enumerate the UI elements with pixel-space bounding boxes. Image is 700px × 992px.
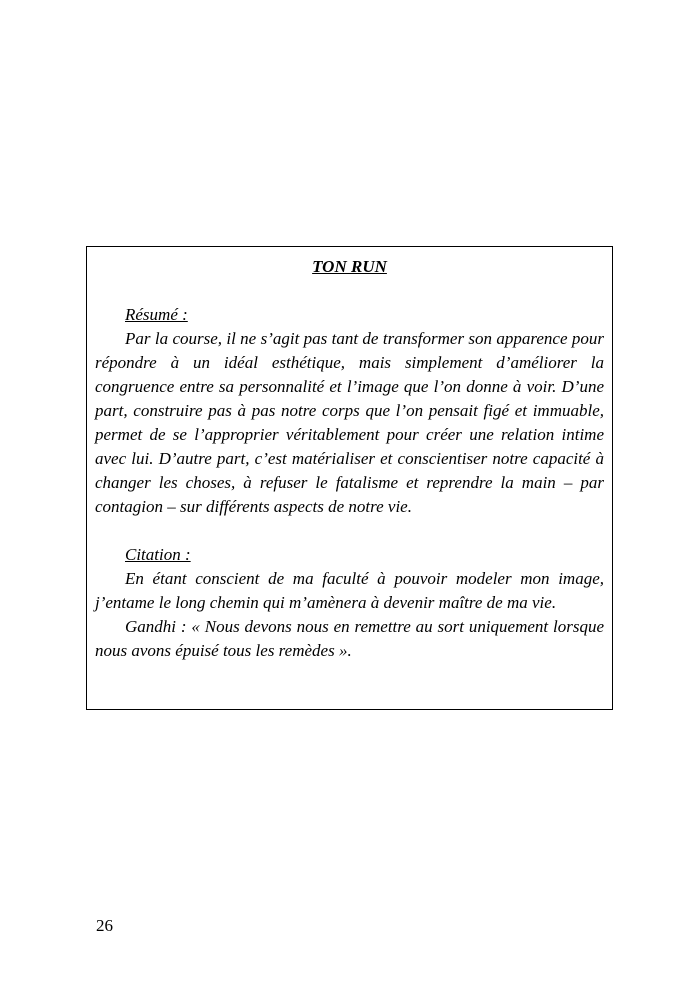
citation-heading: Citation : — [125, 545, 191, 564]
gandhi-quote: Gandhi : « Nous devons nous en remettre au sort uniquement lorsque nous avons épuisé tous les remèdes ». — [95, 617, 604, 660]
citation-text: En étant conscient de ma faculté à pouvoir modeler mon image, j’entame le long chemin qui m’amènera à devenir maître de ma vie. — [95, 569, 604, 612]
spacer — [95, 519, 604, 543]
resume-heading: Résumé : — [125, 305, 188, 324]
page-number: 26 — [96, 916, 113, 935]
resume-text: Par la course, il ne s’agit pas tant de transformer son apparence pour répondre à un idéal esthétique, mais simplement d’améliorer la congruence entre sa personnalité et l’image que l’on donne à voir. D’une part, construire pas à pas notre corps que l’on pensait figé et immuable, permet de se l’approprier véritablement pour créer une relation intime avec lui. D’autre part, c’est matérialiser et conscientiser notre capacité à changer les choses, à refuser le fatalisme et reprendre la main – par contagion – sur différents aspects de notre vie. — [95, 329, 604, 516]
spacer — [95, 279, 604, 303]
summary-box — [86, 246, 613, 710]
box-title: TON RUN — [312, 257, 387, 276]
